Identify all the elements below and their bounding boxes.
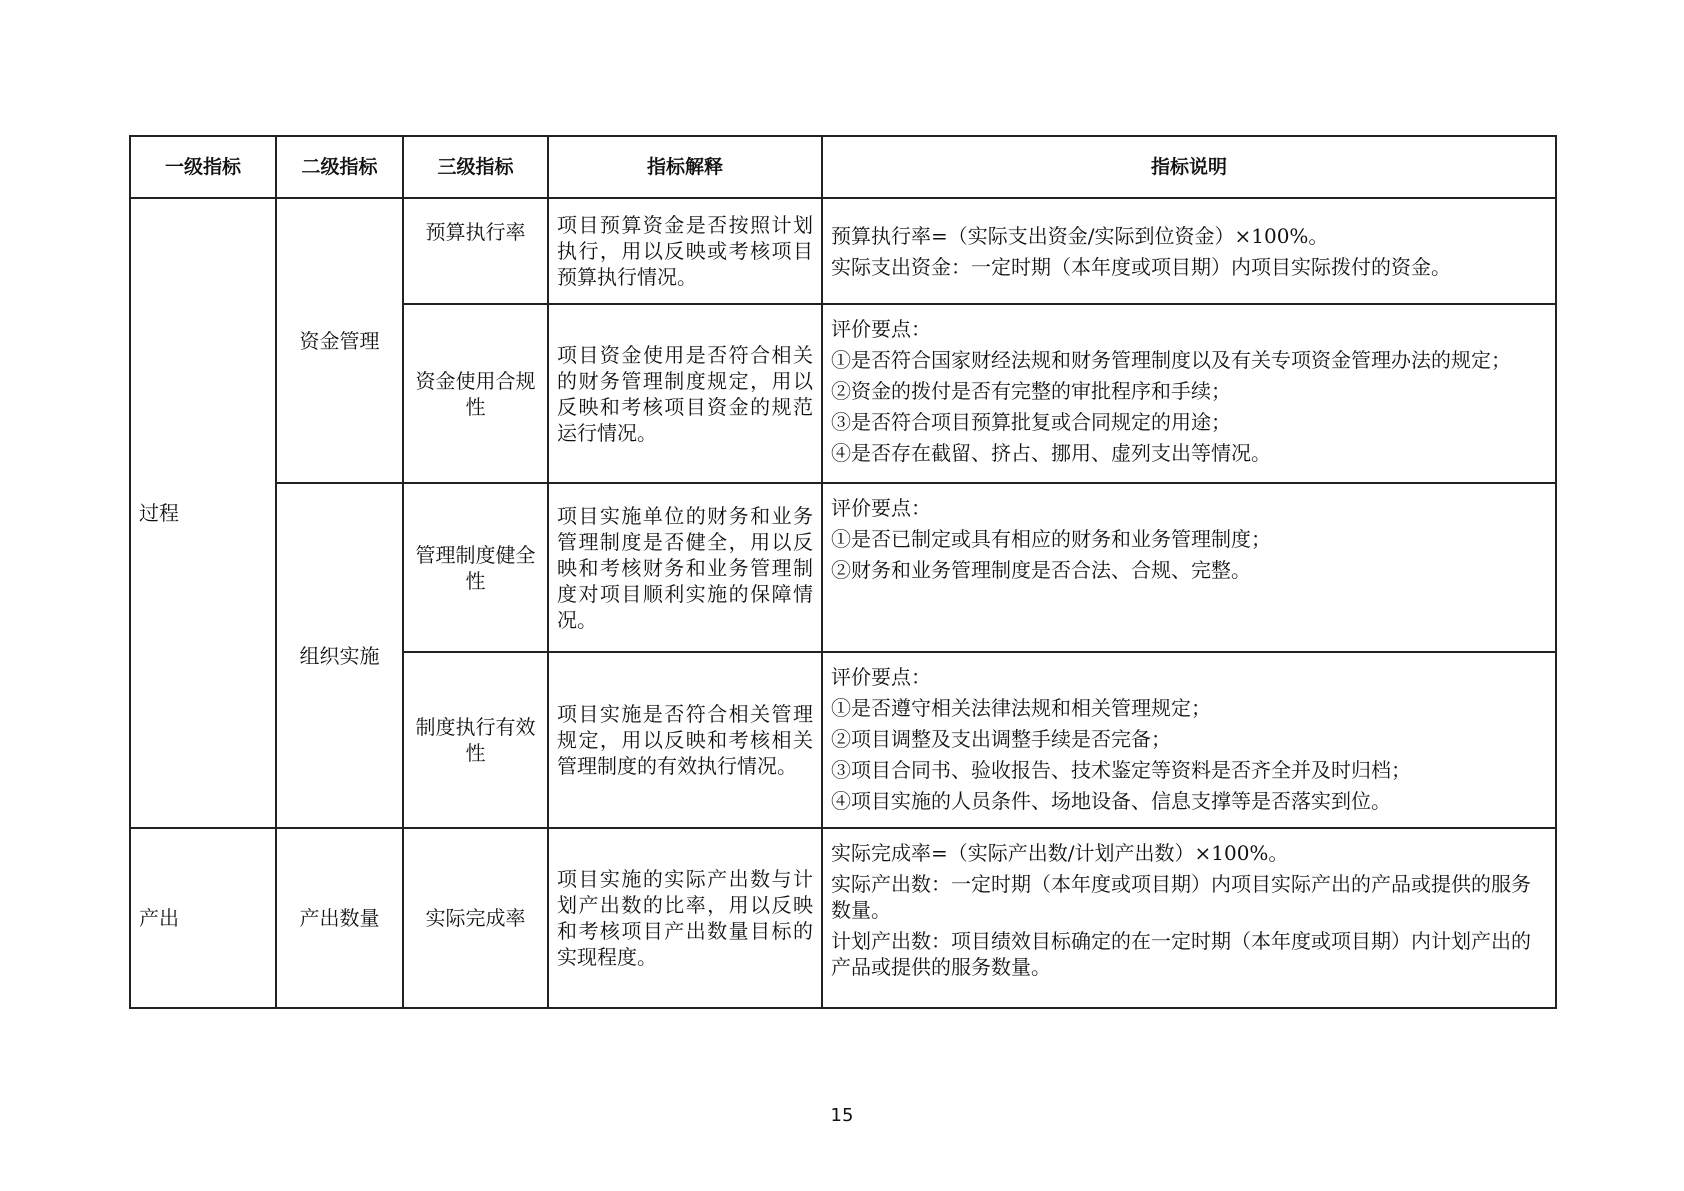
header-level2: 二级指标 (276, 136, 403, 198)
level3-cell: 管理制度健全性 (403, 483, 548, 652)
description-line: 评价要点： (831, 496, 931, 520)
description-line: 评价要点： (831, 317, 931, 341)
header-level3: 三级指标 (403, 136, 548, 198)
header-description: 指标说明 (822, 136, 1556, 198)
explanation-cell: 项目预算资金是否按照计划执行，用以反映或考核项目预算执行情况。 (548, 198, 822, 304)
description-line: ④项目实施的人员条件、场地设备、信息支撑等是否落实到位。 (831, 789, 1391, 813)
explanation-cell: 项目实施的实际产出数与计划产出数的比率，用以反映和考核项目产出数量目标的实现程度。 (548, 828, 822, 1008)
description-cell (822, 828, 1556, 1008)
header-explanation: 指标解释 (548, 136, 822, 198)
explanation-cell: 项目实施是否符合相关管理规定，用以反映和考核相关管理制度的有效执行情况。 (548, 652, 822, 828)
table-row (130, 198, 1556, 304)
description-line: 计划产出数：项目绩效目标确定的在一定时期（本年度或项目期）内计划产出的产品或提供的服务数量。 (831, 929, 1531, 979)
level3-cell: 资金使用合规性 (403, 304, 548, 483)
level2-cell: 产出数量 (276, 828, 403, 1008)
description-line: ②财务和业务管理制度是否合法、合规、完整。 (831, 558, 1251, 582)
description-line: ①是否已制定或具有相应的财务和业务管理制度； (831, 527, 1271, 551)
level3-cell: 实际完成率 (403, 828, 548, 1008)
explanation-cell: 项目实施单位的财务和业务管理制度是否健全，用以反映和考核财务和业务管理制度对项目顺利实施的保障情况。 (548, 483, 822, 652)
table-header-row (130, 136, 1556, 198)
description-line: 实际完成率=（实际产出数/计划产出数）×100%。 (831, 841, 1289, 865)
level1-cell: 过程 (130, 198, 276, 828)
description-cell (822, 304, 1556, 483)
description-line: ①是否符合国家财经法规和财务管理制度以及有关专项资金管理办法的规定； (831, 348, 1511, 372)
level1-cell: 产出 (130, 828, 276, 1008)
description-line: ③项目合同书、验收报告、技术鉴定等资料是否齐全并及时归档； (831, 758, 1411, 782)
table-row (130, 483, 1556, 652)
level2-cell: 组织实施 (276, 483, 403, 828)
level3-cell: 制度执行有效性 (403, 652, 548, 828)
description-line: ②项目调整及支出调整手续是否完备； (831, 727, 1171, 751)
header-level1: 一级指标 (130, 136, 276, 198)
description-line: ③是否符合项目预算批复或合同规定的用途； (831, 410, 1231, 434)
description-cell (822, 483, 1556, 652)
table-row (130, 828, 1556, 1008)
description-line: ②资金的拨付是否有完整的审批程序和手续； (831, 379, 1231, 403)
description-cell (822, 652, 1556, 828)
description-line: ①是否遵守相关法律法规和相关管理规定； (831, 696, 1211, 720)
explanation-cell: 项目资金使用是否符合相关的财务管理制度规定，用以反映和考核项目资金的规范运行情况。 (548, 304, 822, 483)
description-line: 预算执行率=（实际支出资金/实际到位资金）×100%。 (831, 223, 1329, 248)
page-number: 15 (830, 1105, 854, 1126)
description-line: 实际产出数：一定时期（本年度或项目期）内项目实际产出的产品或提供的服务数量。 (831, 872, 1531, 922)
description-line: 评价要点： (831, 665, 931, 689)
description-line: ④是否存在截留、挤占、挪用、虚列支出等情况。 (831, 441, 1271, 465)
description-cell (822, 198, 1556, 304)
description-line: 实际支出资金：一定时期（本年度或项目期）内项目实际拨付的资金。 (831, 254, 1451, 279)
level3-cell: 预算执行率 (403, 198, 548, 304)
level2-cell: 资金管理 (276, 198, 403, 483)
indicator-table (129, 135, 1557, 1009)
